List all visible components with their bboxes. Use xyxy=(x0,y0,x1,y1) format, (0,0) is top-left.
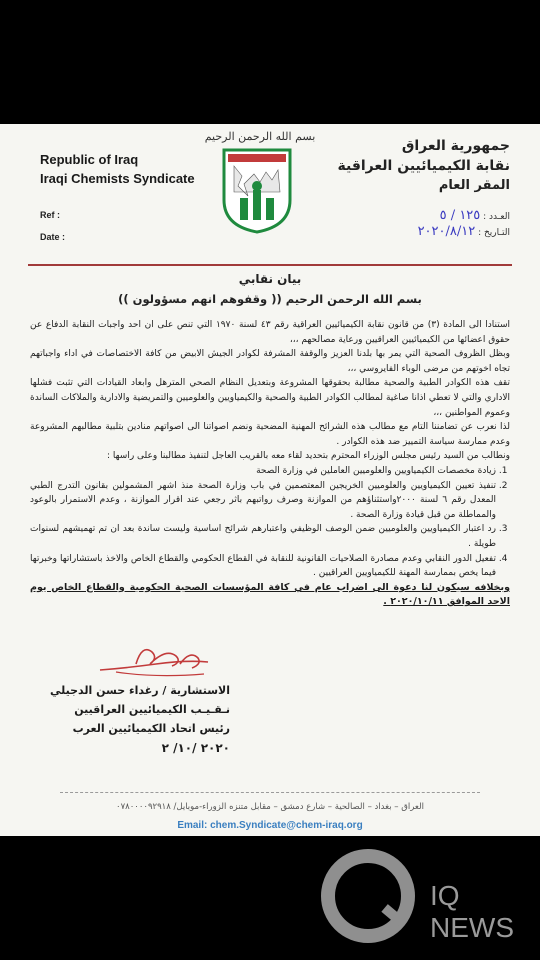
document-date xyxy=(418,224,510,239)
reference-number-value: ١٢٥ / ٥ xyxy=(439,208,481,223)
english-header-org: Iraqi Chemists Syndicate xyxy=(40,171,195,186)
reference-number-label: العـدد : xyxy=(483,212,510,222)
watermark-text: IQ NEWS xyxy=(430,880,514,943)
handwritten-signature xyxy=(96,634,216,684)
footer-address: العراق – بغداد – الصالحية – شارع دمشق – مقابل متنزه الزوراء-موبايل/ ٠٧٨٠٠٠٠٩٢٩١٨ xyxy=(116,802,424,812)
list-item: 4. تفعيل الدور النقابي وعدم مصادرة الصلاحيات القانونية للنقابة في القطاع الحكومي والقطاع الخاص والاخذ باستشاراتها وخبرتها فيما يخص بممارسة المهنة للكيمياويين العراقيين . xyxy=(30,552,496,581)
list-item: 1. زيادة مخصصات الكيمياويين والعلوميين العاملين في وزارة الصحة xyxy=(30,464,496,479)
date-label: Date : xyxy=(40,232,66,242)
statement-body xyxy=(30,318,510,610)
header-divider xyxy=(28,264,512,266)
syndicate-logo xyxy=(220,146,294,234)
document-page xyxy=(0,124,540,836)
footer-email-label: Email: xyxy=(177,820,208,831)
paragraph: ونطالب من السيد رئيس مجلس الوزراء المحترم بتحديد لقاء معه بالقريب العاجل لتنفيذ مطالبنا وعلى راسها : xyxy=(107,451,510,462)
arabic-header-org: نقابة الكيميائيين العراقية xyxy=(337,158,510,174)
list-item: 3. رد اعتبار الكيمياويين والعلوميين ضمن الوصف الوظيفي واعتبارهم شرائح اساسية وليست ساندة بعد ان تم تهميشهم لسنوات طويلة . xyxy=(30,522,496,551)
list-item: 2. تنفيذ تعيين الكيمياويين والعلوميين الخريجين المعتصمين في باب وزارة الصحة منذ اشهر المشمولين بقانون التدرج الطبي المعدل رقم ٦ لسنة ٢٠٠٠واستثناؤهم من الموازنة وصرف رواتبهم باثر رجعي عند اقرار الموازنة ، وعدم الاستمرار بالوعود والمماطلة من قبل قيادة وزارة الصحة . xyxy=(30,479,496,523)
signatory-role-2: رئيس اتحاد الكيميائيين العرب xyxy=(72,722,230,735)
basmala-top: بسم الله الرحمن الرحيم xyxy=(204,130,316,143)
demands-list xyxy=(30,464,510,581)
paragraph: لذا نعرب عن تضامننا التام مع مطالب هذه الشرائح المهنية المضحية ونضم اصواتنا الى اصواتهم منادين بتلبية مطالبهم المشروعة وعدم ممارسة سياسة التمييز ضد هذه الكوادر . xyxy=(30,422,510,447)
arabic-header-hq: المقر العام xyxy=(438,178,510,193)
signatory-role-1: نـقـيـب الكيميائيين العراقيين xyxy=(74,703,230,716)
document-date-value: ٢٠٢٠/٨/١٢ xyxy=(417,224,476,239)
footer-email xyxy=(0,820,540,831)
iq-news-logo-icon xyxy=(318,846,418,946)
english-header xyxy=(40,152,195,186)
paragraph: تقف هذه الكوادر الطبية والصحية مطالبة بحقوقها المشروعة وبتعديل النظام الصحي المترهل وابعاد القيادات التي تثبت فشلها الاداري والتي لا تعطي اذانا صاغية لمطالب الكوادر الطبية والصحية والكيمياويين والعلوميين والتمريضية والادارية والملاكات الساندة وعموم المواطنين ،،، xyxy=(30,378,510,418)
ref-label: Ref : xyxy=(40,210,60,220)
statement-title: بيان نقابي xyxy=(238,272,302,286)
signatory-name: الاستشارية / رغداء حسن الدجيلي xyxy=(50,684,230,697)
arabic-header xyxy=(338,138,510,193)
arabic-header-country: جمهورية العراق xyxy=(401,138,510,154)
paragraph: وبظل الظروف الصحية التي يمر بها بلدنا العزيز والوقفة المشرفة لكوادر الجيش الابيض من كافة الاختصاصات في اداء واجباتهم تجاه اخوتهم من مرضى الوباء الفايروسي ،،، xyxy=(30,349,510,374)
signature-block xyxy=(50,684,230,761)
footer-email-address[interactable]: chem.Syndicate@chem-iraq.org xyxy=(210,820,363,831)
document-date-label: التـاريخ : xyxy=(478,228,510,238)
signature-date: ٢٠٢٠ /١٠/ ٢ xyxy=(161,741,230,755)
english-header-country: Republic of Iraq xyxy=(40,152,139,167)
footer-divider xyxy=(60,792,480,793)
closing-statement: وبخلافه سيكون لنا دعوة الى اضراب عام في كافة المؤسسات الصحية الحكومية والقطاع الخاص يوم الاحد الموافق ٢٠٢٠/١٠/١١ . xyxy=(30,581,510,608)
paragraph: استنادا الى المادة (٣) من قانون نقابة الكيميائيين العراقية رقم ٤٣ لسنة ١٩٧٠ التي تنص على ان احد واجبات النقابة الدفاع عن حقوق اعضائها من الكيميائيين العراقيين ورعاية مصالحهم ،،، xyxy=(30,320,510,345)
statement-subtitle: بسم الله الرحمن الرحيم (( وقفوهم انهم مسؤولون )) xyxy=(118,292,422,306)
reference-number xyxy=(440,208,510,223)
